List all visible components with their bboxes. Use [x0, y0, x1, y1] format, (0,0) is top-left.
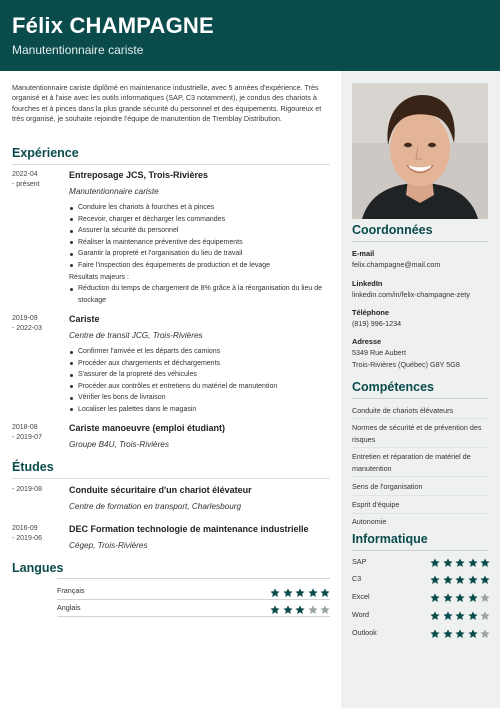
date-end: - 2019-06 [12, 535, 42, 542]
star-filled-icon [480, 558, 490, 568]
star-filled-icon [443, 611, 453, 621]
star-filled-icon [468, 558, 478, 568]
list-item: Réaliser la maintenance préventive des équipements [69, 237, 330, 249]
date-end: - 2019-07 [12, 434, 42, 441]
rating-stars [428, 555, 490, 573]
rating-stars [428, 608, 490, 626]
star-empty-icon [480, 593, 490, 603]
profile-photo [352, 83, 488, 219]
star-filled-icon [455, 575, 465, 585]
list-item: Procéder aux contrôles et entretiens du matériel de manutention [69, 381, 330, 393]
it-skill-name: Word [352, 610, 370, 619]
entry-org: Centre de transit JCG, Trois-Rivières [69, 331, 203, 340]
list-item: Réduction du temps de chargement de 8% grâce à la réorganisation du lieu de stockage [69, 283, 330, 306]
entry-title: Cariste manoeuvre (emploi étudiant) [69, 423, 226, 433]
language-name: Français [57, 586, 85, 595]
section-divider [12, 478, 330, 479]
star-filled-icon [468, 611, 478, 621]
entry-body [69, 524, 330, 551]
rating-stars [268, 602, 330, 620]
results-label: Résultats majeurs : [69, 273, 129, 281]
language-divider [57, 616, 330, 617]
rating-stars [268, 585, 330, 603]
email-value[interactable]: felix.champagne@mail.com [352, 260, 441, 269]
skill-item: Conduite de chariots élévateurs [352, 406, 454, 415]
address-label: Adresse [352, 337, 382, 346]
section-title-education: Études [12, 460, 54, 474]
star-filled-icon [455, 558, 465, 568]
section-title-contact: Coordonnées [352, 223, 433, 237]
skill-item: Sens de l'organisation [352, 482, 423, 491]
address-line-2: Trois-Rivières (Québec) G8Y 5G8 [352, 360, 460, 369]
list-item: Garantir la propreté et l'organisation du lieu de travail [69, 248, 330, 260]
skill-divider [352, 447, 488, 448]
star-empty-icon [480, 611, 490, 621]
language-name: Anglais [57, 603, 81, 612]
entry-body [69, 170, 330, 306]
star-filled-icon [443, 558, 453, 568]
list-item: Conduire les chariots à fourches et à pinces [69, 202, 330, 214]
star-filled-icon [455, 593, 465, 603]
skill-item: Esprit d'équipe [352, 500, 400, 509]
phone-value: (819) 996-1234 [352, 319, 402, 328]
star-empty-icon [308, 605, 318, 615]
entry-title: DEC Formation technologie de maintenance industrielle [69, 524, 309, 534]
star-filled-icon [455, 629, 465, 639]
skill-divider [352, 495, 488, 496]
entry-title: Conduite sécuritaire d'un chariot élévateur [69, 485, 252, 495]
list-item: Assurer la sécurité du personnel [69, 225, 330, 237]
star-filled-icon [270, 605, 280, 615]
star-filled-icon [270, 588, 280, 598]
star-filled-icon [430, 629, 440, 639]
star-filled-icon [443, 629, 453, 639]
section-title-it: Informatique [352, 532, 428, 546]
it-skill-row [352, 626, 488, 638]
list-item: Vérifier les bons de livraison [69, 392, 330, 404]
rating-stars [428, 590, 490, 608]
star-filled-icon [480, 575, 490, 585]
star-filled-icon [430, 575, 440, 585]
star-filled-icon [468, 575, 478, 585]
section-title-skills: Compétences [352, 380, 434, 394]
star-filled-icon [320, 588, 330, 598]
experience-section [12, 146, 330, 165]
it-skill-row [352, 590, 488, 602]
entry-date [12, 524, 62, 544]
entry-org: Centre de formation en transport, Charlesbourg [69, 502, 242, 511]
skill-item: Entretien et réparation de matériel de manutention [352, 452, 471, 473]
list-item: Confirmer l'arrivée et les départs des camions [69, 346, 330, 358]
it-skill-row [352, 555, 488, 567]
list-item: Recevoir, charger et décharger les commandes [69, 214, 330, 226]
date-start: 2022-04 [12, 171, 38, 178]
skill-divider [352, 418, 488, 419]
email-label: E-mail [352, 249, 375, 258]
star-filled-icon [443, 575, 453, 585]
star-filled-icon [295, 588, 305, 598]
list-item: Faire l'inspection des équipements de production et de levage [69, 260, 330, 272]
star-filled-icon [283, 605, 293, 615]
bullet-list [69, 202, 330, 272]
section-divider [352, 398, 488, 399]
results-list [69, 283, 330, 306]
date-end: - 2019-08 [12, 486, 42, 493]
bullet-list [69, 346, 330, 416]
entry-role: Manutentionnaire cariste [69, 187, 159, 196]
linkedin-value[interactable]: linkedin.com/in/felix-champagne-zety [352, 290, 470, 299]
entry-body [69, 314, 330, 416]
rating-stars [428, 572, 490, 590]
list-item: Procéder aux chargements et déchargements [69, 358, 330, 370]
skill-item: Autonomie [352, 517, 387, 526]
languages-section [12, 561, 330, 575]
it-skill-name: Outlook [352, 628, 377, 637]
skill-item: Normes de sécurité et de prévention des risques [352, 423, 482, 444]
it-skill-row [352, 608, 488, 620]
section-title-experience: Expérience [12, 146, 79, 160]
list-item: S'assurer de la propreté des véhicules [69, 369, 330, 381]
it-skill-name: C3 [352, 574, 362, 583]
date-start: 2019-09 [12, 315, 38, 322]
entry-date [12, 170, 62, 190]
candidate-name: Félix CHAMPAGNE [12, 13, 214, 38]
star-filled-icon [455, 611, 465, 621]
language-divider [57, 578, 330, 579]
section-divider [352, 550, 488, 551]
address-line-1: 5349 Rue Aubert [352, 348, 406, 357]
date-start: 2016-09 [12, 525, 38, 532]
star-filled-icon [283, 588, 293, 598]
avatar-illustration [352, 83, 488, 219]
it-skill-row [352, 572, 488, 584]
star-filled-icon [468, 593, 478, 603]
entry-body [69, 485, 330, 512]
entry-title: Cariste [69, 314, 100, 324]
profile-summary: Manutentionnaire cariste diplômé en maintenance industrielle, avec 5 années d'expérience. Très organisé et à l'aise avec les outils informatiques (SAP, C3 notamment), je condus des chariots à fourches et à pinces dans la plus grande sécurité du personnel et des équipements. Rigoureux et très organisé, je souhaite rejoindre l'équipe de manutention de Tremblay Distribution. [12, 83, 322, 123]
language-divider [57, 599, 330, 600]
date-end: - présent [12, 181, 40, 188]
entry-date [12, 485, 62, 495]
skill-divider [352, 513, 488, 514]
star-empty-icon [480, 629, 490, 639]
entry-date [12, 314, 62, 334]
section-divider [12, 164, 330, 165]
rating-stars [428, 626, 490, 644]
entry-body [69, 423, 330, 450]
phone-label: Téléphone [352, 308, 389, 317]
language-row [57, 602, 330, 614]
star-filled-icon [468, 629, 478, 639]
star-filled-icon [295, 605, 305, 615]
it-skill-name: SAP [352, 557, 367, 566]
language-row [57, 585, 330, 597]
entry-title: Entreposage JCS, Trois-Rivières [69, 170, 209, 180]
star-filled-icon [430, 611, 440, 621]
star-filled-icon [308, 588, 318, 598]
star-filled-icon [430, 593, 440, 603]
star-filled-icon [443, 593, 453, 603]
main-column [12, 83, 330, 124]
section-title-languages: Langues [12, 561, 64, 575]
entry-org: Groupe B4U, Trois-Rivières [69, 440, 169, 449]
list-item: Localiser les palettes dans le magasin [69, 404, 330, 416]
entry-date [12, 423, 62, 443]
education-section [12, 460, 330, 479]
date-start: 2018-08 [12, 424, 38, 431]
star-filled-icon [430, 558, 440, 568]
star-empty-icon [320, 605, 330, 615]
it-skill-name: Excel [352, 592, 370, 601]
skill-divider [352, 476, 488, 477]
header-banner [0, 0, 500, 71]
entry-org: Cégep, Trois-Rivières [69, 541, 148, 550]
job-title: Manutentionnaire cariste [12, 43, 144, 57]
date-end: - 2022-03 [12, 325, 42, 332]
section-divider [352, 241, 488, 242]
linkedin-label: LinkedIn [352, 279, 383, 288]
